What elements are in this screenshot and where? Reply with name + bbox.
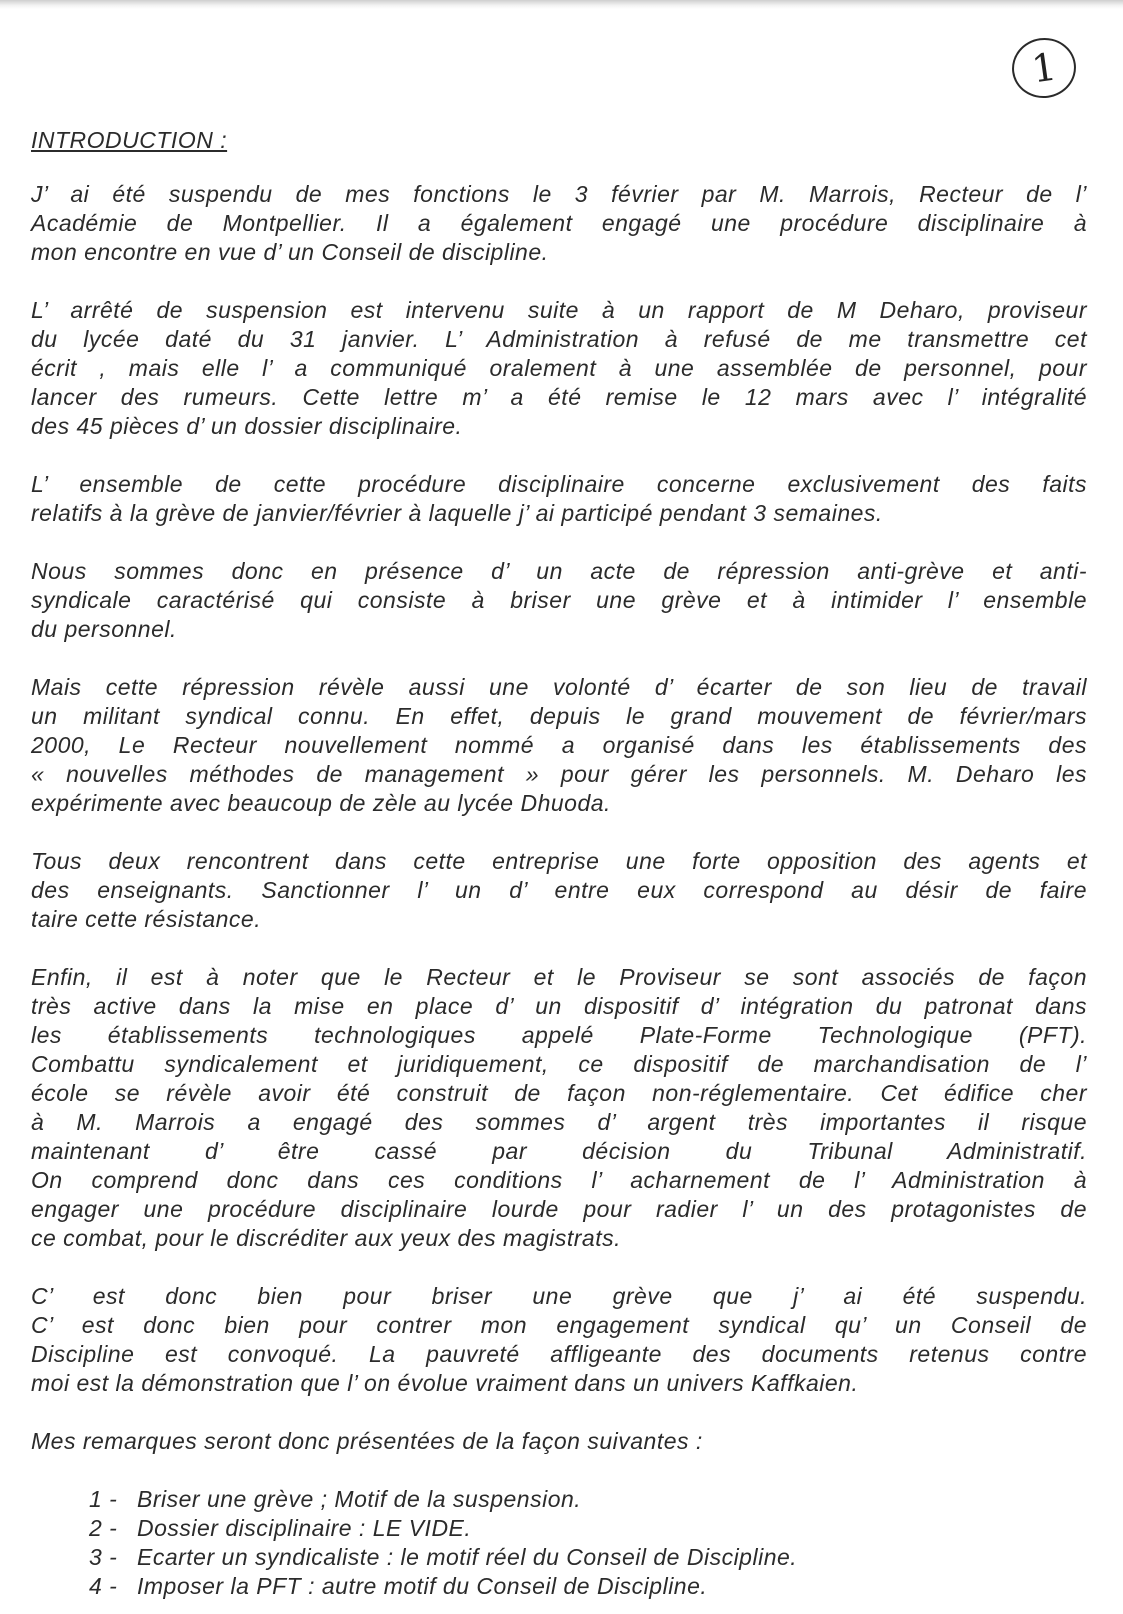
paragraph [31,847,1087,934]
text-line: Combattu syndicalement et juridiquement, ce dispositif de marchandisation de l’ [31,1051,1087,1077]
paragraph [31,296,1087,441]
page-number: 1 [1008,34,1080,102]
text-line: Nous sommes donc en présence d’ un acte de répression anti-grève et anti- [31,558,1087,584]
remarks-list [89,1485,1087,1601]
text-line: Discipline est convoqué. La pauvreté affligeante des documents retenus contre [31,1341,1087,1367]
text-line: écrit , mais elle l’ a communiqué oralement à une assemblée de personnel, pour [31,355,1087,381]
text-line: du personnel. [31,616,177,642]
list-text: Ecarter un syndicaliste : le motif réel du Conseil de Discipline. [137,1544,798,1570]
text-line: à M. Marrois a engagé des sommes d’ argent très importantes il risque [31,1109,1087,1135]
text-line: taire cette résistance. [31,906,262,932]
paragraph [31,557,1087,644]
paragraph [31,470,1087,528]
text-line: C’ est donc bien pour contrer mon engagement syndical qu’ un Conseil de [31,1312,1087,1338]
text-line: Académie de Montpellier. Il a également engagé une procédure disciplinaire à [31,210,1087,236]
section-heading: INTRODUCTION : [31,127,228,153]
text-line: très active dans la mise en place d’ un dispositif d’ intégration du patronat dans [31,993,1087,1019]
text-line: du lycée daté du 31 janvier. L’ Administration à refusé de me transmettre cet [31,326,1087,352]
text-line: Enfin, il est à noter que le Recteur et le Proviseur se sont associés de façon [31,964,1087,990]
text-line: 2000, Le Recteur nouvellement nommé a organisé dans les établissements des [31,732,1087,758]
list-text: Imposer la PFT : autre motif du Conseil de Discipline. [137,1573,708,1599]
text-line: relatifs à la grève de janvier/février à laquelle j’ ai participé pendant 3 semaines. [31,500,883,526]
paragraphs [27,180,1087,1456]
list-number: 2 - [89,1515,118,1541]
text-line: L’ arrêté de suspension est intervenu suite à un rapport de M Deharo, proviseur [31,297,1087,323]
text-line: maintenant d’ être cassé par décision du Tribunal Administratif. [31,1138,1087,1164]
list-text: Briser une grève ; Motif de la suspension. [137,1486,582,1512]
list-text: Dossier disciplinaire : LE VIDE. [137,1515,472,1541]
list-item [89,1514,1087,1543]
text-line: Tous deux rencontrent dans cette entreprise une forte opposition des agents et [31,848,1087,874]
list-number: 3 - [89,1544,118,1570]
list-number: 1 - [89,1486,118,1512]
list-item [89,1572,1087,1601]
text-line: « nouvelles méthodes de management » pour gérer les personnels. M. Deharo les [31,761,1087,787]
list-item [89,1485,1087,1514]
paragraph [31,963,1087,1253]
scan-top-edge [0,0,1123,9]
text-line: Mais cette répression révèle aussi une volonté d’ écarter de son lieu de travail [31,674,1087,700]
text-line: J’ ai été suspendu de mes fonctions le 3 février par M. Marrois, Recteur de l’ [31,181,1087,207]
text-line: des enseignants. Sanctionner l’ un d’ entre eux correspond au désir de faire [31,877,1087,903]
paragraph [31,1282,1087,1398]
text-line: un militant syndical connu. En effet, depuis le grand mouvement de février/mars [31,703,1087,729]
text-line: mon encontre en vue d’ un Conseil de discipline. [31,239,549,265]
text-line: Mes remarques seront donc présentées de la façon suivantes : [31,1428,703,1454]
text-line: engager une procédure disciplinaire lourde pour radier l’ un des protagonistes de [31,1196,1087,1222]
text-line: ce combat, pour le discréditer aux yeux des magistrats. [31,1225,621,1251]
text-line: les établissements technologiques appelé Plate-Forme Technologique (PFT). [31,1022,1087,1048]
list-item [89,1543,1087,1572]
text-line: On comprend donc dans ces conditions l’ acharnement de l’ Administration à [31,1167,1087,1193]
paragraph [31,1427,1087,1456]
text-line: des 45 pièces d’ un dossier disciplinaire. [31,413,463,439]
paragraph [31,673,1087,818]
text-line: expérimente avec beaucoup de zèle au lycée Dhuoda. [31,790,611,816]
paragraph [31,180,1087,267]
text-line: C’ est donc bien pour briser une grève que j’ ai été suspendu. [31,1283,1087,1309]
text-line: L’ ensemble de cette procédure disciplinaire concerne exclusivement des faits [31,471,1087,497]
list-number: 4 - [89,1573,118,1599]
text-line: lancer des rumeurs. Cette lettre m’ a été remise le 12 mars avec l’ intégralité [31,384,1087,410]
text-line: école se révèle avoir été construit de façon non-réglementaire. Cet édifice cher [31,1080,1087,1106]
document-body [27,126,1087,1601]
text-line: syndicale caractérisé qui consiste à briser une grève et à intimider l’ ensemble [31,587,1087,613]
text-line: moi est la démonstration que l’ on évolue vraiment dans un univers Kaffkaien. [31,1370,859,1396]
